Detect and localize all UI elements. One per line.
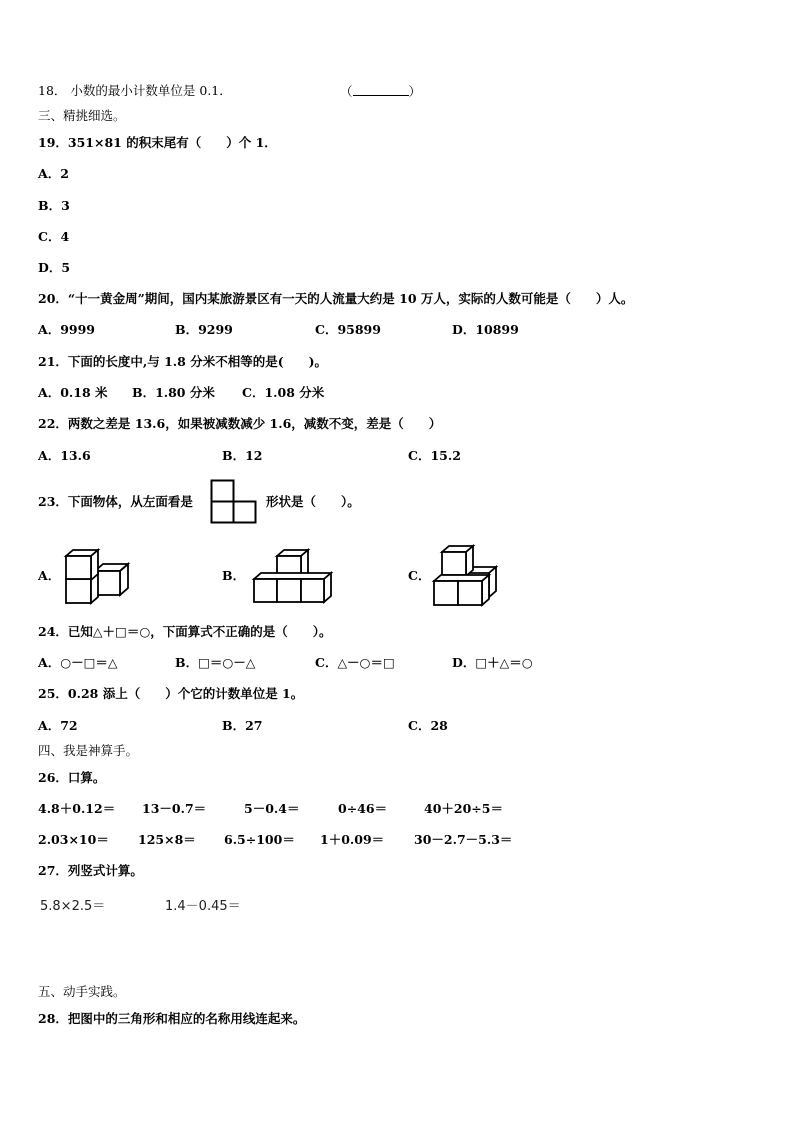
section-heading-4: 四、我是神算手。 [38,743,139,758]
option-c: C．△－○＝□ [315,655,395,670]
question-23: 23．下面物体，从左面看是 [38,494,193,509]
option-b: B． [222,568,246,583]
question-number: 18． [38,83,67,98]
option-c: C．4 [38,229,70,244]
question-23-suffix: 形状是（ ）。 [266,494,360,509]
oral-calc-item: 1＋0.09＝ [320,832,385,847]
oral-calc-item: 2.03×10＝ [38,832,109,847]
option-a: A．13.6 [38,448,91,463]
option-b: B．□＝○－△ [175,655,256,670]
question-20: 20．“十一黄金周”期间，国内某旅游景区有一天的人流量大约是 10 万人，实际的人数可能是（ ）人。 [38,291,634,306]
question-25: 25．0.28 添上（ ）个它的计数单位是 1。 [38,686,304,701]
oral-calc-item: 125×8＝ [138,832,196,847]
oral-calc-item: 13－0.7＝ [142,801,207,816]
option-b: B．12 [222,448,263,463]
left-view-figure [210,479,258,525]
option-d: D．□＋△＝○ [452,655,533,670]
question-26: 26．口算。 [38,770,106,785]
question-24: 24．已知△＋□＝○，下面算式不正确的是（ ）。 [38,624,332,639]
question-27: 27．列竖式计算。 [38,863,143,878]
option-d: D．10899 [452,322,519,337]
option-a: A． [38,568,61,583]
oral-calc-item: 30－2.7－5.3＝ [414,832,513,847]
question-19: 19．351×81 的积末尾有（ ）个 1． [38,135,277,150]
option-d: D．5 [38,260,71,275]
option-c: C．15.2 [408,448,461,463]
oral-calc-item: 5－0.4＝ [244,801,300,816]
section-heading-5: 五、动手实践。 [38,984,126,999]
question-21: 21．下面的长度中,与 1.8 分米不相等的是( )。 [38,354,328,369]
cube-figure-b [252,546,334,604]
answer-blank-18: （ ） [340,84,422,99]
option-c: C．1.08 分米 [242,385,325,400]
oral-calc-item: 0÷46＝ [338,801,388,816]
option-a: A．72 [38,718,78,733]
question-18 [38,83,232,99]
option-a: A．9999 [38,322,95,337]
question-text: 小数的最小计数单位是 0.1． [70,83,232,98]
option-c: C．28 [408,718,448,733]
vertical-calc-item: 1.4－0.45＝ [165,899,241,914]
cube-figure-c [432,543,500,609]
option-b: B．3 [38,198,70,213]
oral-calc-item: 4.8＋0.12＝ [38,801,116,816]
question-28: 28．把图中的三角形和相应的名称用线连起来。 [38,1011,306,1026]
question-22: 22．两数之差是 13.6，如果被减数减少 1.6，减数不变，差是（ ） [38,416,442,431]
vertical-calc-item: 5.8×2.5＝ [40,899,106,914]
option-b: B．9299 [175,322,233,337]
option-b: B．27 [222,718,263,733]
oral-calc-item: 6.5÷100＝ [224,832,295,847]
option-c: C．95899 [315,322,381,337]
blank-line [353,83,409,96]
option-a: A．2 [38,166,69,181]
option-a: A．○－□＝△ [38,655,118,670]
option-b: B．1.80 分米 [132,385,215,400]
option-a: A．0.18 米 [38,385,108,400]
oral-calc-item: 40＋20÷5＝ [424,801,503,816]
section-heading-3: 三、精挑细选。 [38,108,126,123]
cube-figure-a [62,547,130,607]
option-c: C． [408,568,431,583]
